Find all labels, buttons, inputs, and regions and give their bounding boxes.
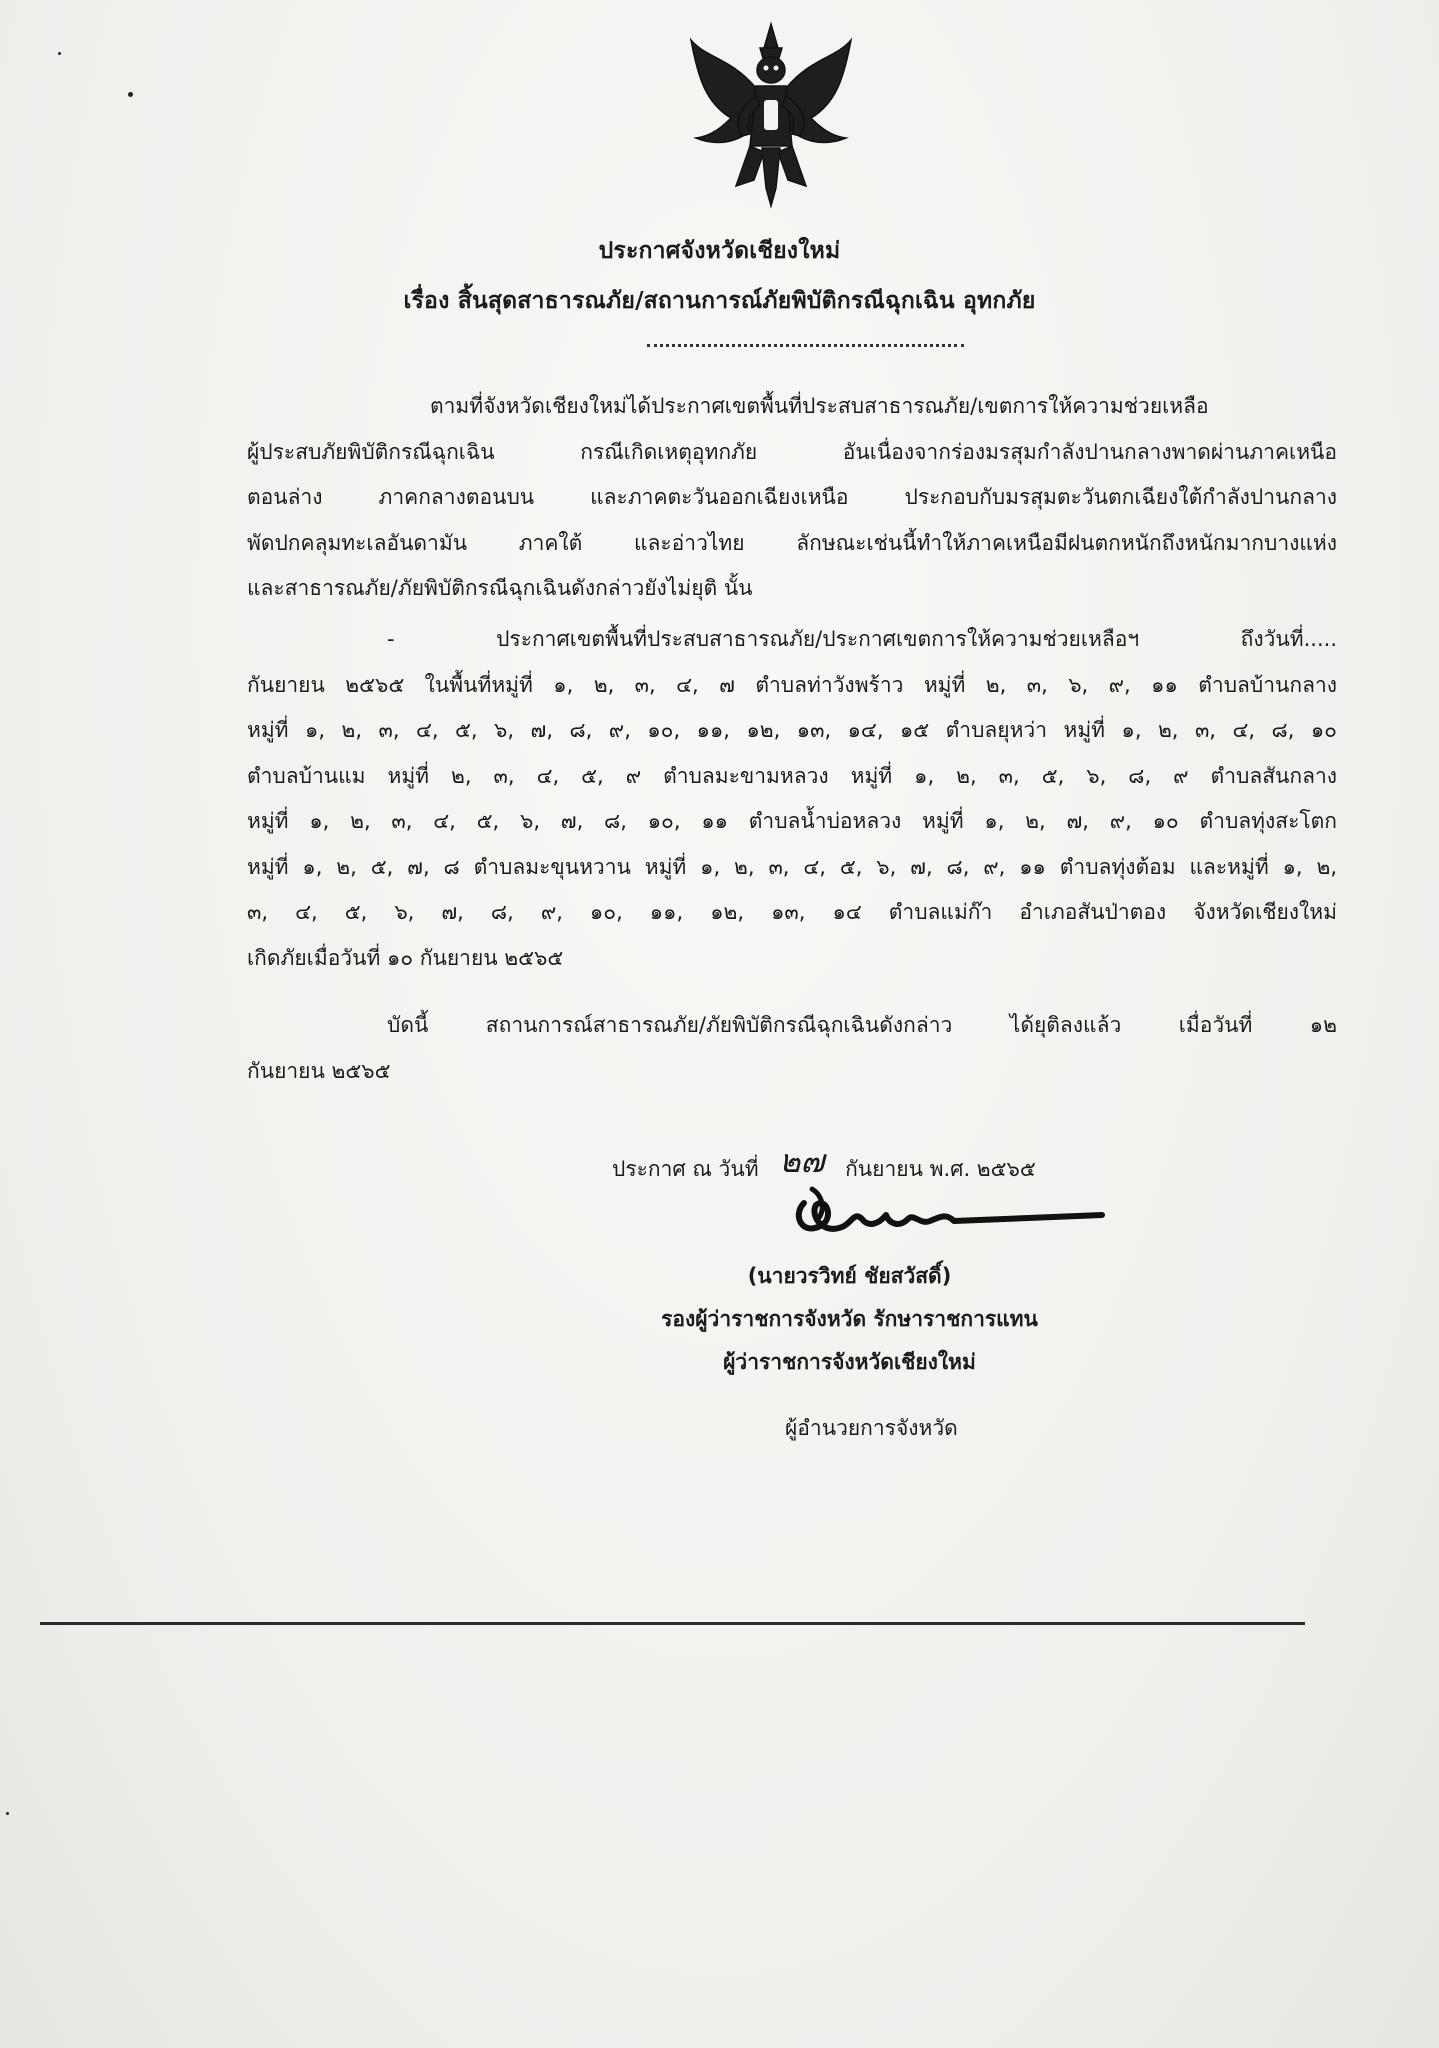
- text-line: หมู่ที่ ๑, ๒, ๕, ๗, ๘ ตำบลมะขุนหวาน หมู่ที่ ๑, ๒, ๓, ๔, ๕, ๖, ๗, ๘, ๙, ๑๑ ตำบลทุ่งต้อม และหมู่ที่ ๑, ๒,: [247, 854, 1337, 879]
- handwritten-signature: [782, 1175, 1112, 1255]
- dotted-divider: [647, 344, 964, 347]
- scan-speck: [6, 1812, 9, 1815]
- signatory-position: รองผู้ว่าราชการจังหวัด รักษาราชการแทน: [661, 1307, 1038, 1331]
- text-line: หมู่ที่ ๑, ๒, ๓, ๔, ๕, ๖, ๗, ๘, ๑๐, ๑๑ ตำบลน้ำบ่อหลวง หมู่ที่ ๑, ๒, ๗, ๙, ๑๐ ตำบลทุ่งสะโตก: [247, 809, 1337, 833]
- paragraph-area-list: [247, 617, 1337, 981]
- text-line: ผู้ประสบภัยพิบัติกรณีฉุกเฉิน กรณีเกิดเหตุอุทกภัย อันเนื่องจากร่องมรสุมกำลังปานกลางพาดผ่านภาคเหนือ: [247, 439, 1337, 464]
- text-line: ตามที่จังหวัดเชียงใหม่ได้ประกาศเขตพื้นที่ประสบสาธารณภัย/เขตการให้ความช่วยเหลือ: [430, 394, 1209, 418]
- garuda-emblem: [676, 18, 866, 218]
- text-line: และสาธารณภัย/ภัยพิบัติกรณีฉุกเฉินดังกล่าวยังไม่ยุติ นั้น: [247, 576, 753, 600]
- text-line: - ประกาศเขตพื้นที่ประสบสาธารณภัย/ประกาศเขตการให้ความช่วยเหลือฯ ถึงวันที่.....: [387, 627, 1337, 651]
- text-line: กันยายน ๒๕๖๕ ในพื้นที่หมู่ที่ ๑, ๒, ๓, ๔, ๗ ตำบลท่าวังพร้าว หมู่ที่ ๒, ๓, ๖, ๙, ๑๑ ตำบลบ้านกลาง: [247, 672, 1337, 697]
- signatory-name: (นายวรวิทย์ ชัยสวัสดิ์): [747, 1264, 952, 1288]
- footer-note: ผู้อำนวยการจังหวัด: [785, 1416, 958, 1440]
- text-line: กันยายน ๒๕๖๕: [247, 1058, 391, 1083]
- paragraph-preamble: [247, 384, 1337, 612]
- text-line: ๓, ๔, ๕, ๖, ๗, ๘, ๙, ๑๐, ๑๑, ๑๒, ๑๓, ๑๔ ตำบลแม่ก๊า อำเภอสันป่าตอง จังหวัดเชียงใหม่: [247, 900, 1337, 924]
- text-line: ตำบลบ้านแม หมู่ที่ ๒, ๓, ๔, ๕, ๙ ตำบลมะขามหลวง หมู่ที่ ๑, ๒, ๓, ๕, ๖, ๘, ๙ ตำบลสันกลาง: [247, 763, 1337, 788]
- horizontal-rule: [40, 1622, 1305, 1625]
- document-subject: เรื่อง สิ้นสุดสาธารณภัย/สถานการณ์ภัยพิบัติกรณีฉุกเฉิน อุทกภัย: [403, 288, 1036, 314]
- document-title: ประกาศจังหวัดเชียงใหม่: [598, 238, 841, 264]
- date-suffix: กันยายน พ.ศ. ๒๕๖๕: [845, 1157, 1036, 1181]
- handwritten-day: ๒๗: [779, 1142, 825, 1180]
- signatory-position-2: ผู้ว่าราชการจังหวัดเชียงใหม่: [723, 1350, 976, 1374]
- paragraph-conclusion: [247, 1003, 1337, 1094]
- text-line: บัดนี้ สถานการณ์สาธารณภัย/ภัยพิบัติกรณีฉุกเฉินดังกล่าว ได้ยุติลงแล้ว เมื่อวันที่ ๑๒: [387, 1013, 1337, 1037]
- scan-speck: [58, 52, 61, 55]
- text-line: ตอนล่าง ภาคกลางตอนบน และภาคตะวันออกเฉียงเหนือ ประกอบกับมรสุมตะวันตกเฉียงใต้กำลังปานกลาง: [247, 485, 1337, 509]
- text-line: พัดปกคลุมทะเลอันดามัน ภาคใต้ และอ่าวไทย ลักษณะเช่นนี้ทำให้ภาคเหนือมีฝนตกหนักถึงหนักมากบางแห่ง: [247, 530, 1337, 555]
- scan-speck: [128, 92, 133, 97]
- text-line: เกิดภัยเมื่อวันที่ ๑๐ กันยายน ๒๕๖๕: [247, 945, 564, 970]
- text-line: หมู่ที่ ๑, ๒, ๓, ๔, ๕, ๖, ๗, ๘, ๙, ๑๐, ๑๑, ๑๒, ๑๓, ๑๔, ๑๕ ตำบลยุหว่า หมู่ที่ ๑, ๒, ๓, ๔, ๘, ๑๐: [247, 718, 1337, 742]
- date-prefix: ประกาศ ณ วันที่: [612, 1157, 759, 1181]
